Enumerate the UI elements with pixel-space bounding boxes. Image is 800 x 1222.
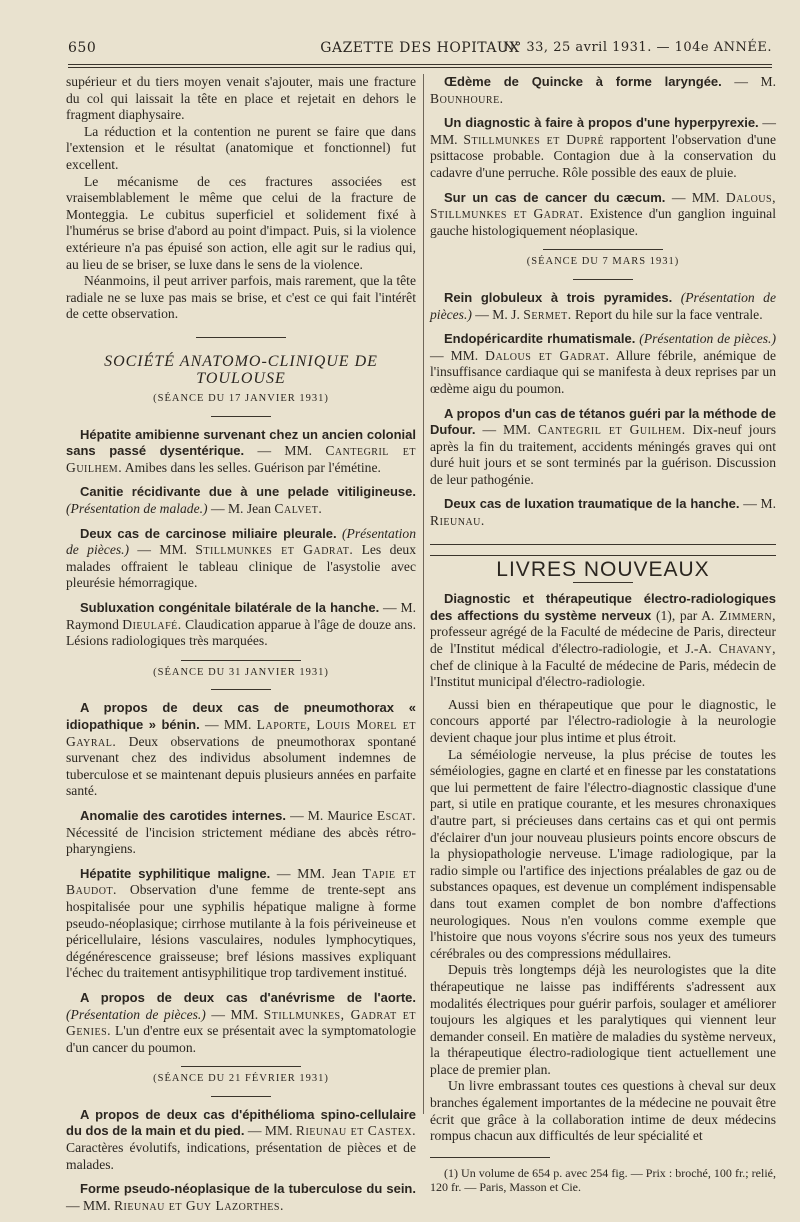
review-paragraph: La séméiologie nerveuse, la plus précise de toutes les séméiologies, gagne en clarté et en finesse par les constatations que lui permettent de faire l'électro-diagnostic classique d'une part, si utile en pratique courante, et les mesures chronaxiques d'autre part, si précieuses dans certains cas et qui ont permis d'éclairer d'un jour nouveau plusieurs points encore obscurs de la physiopathologie nerveuse. L'image radiologique, par la radio simple ou l'artifice des injections préalables de gaz ou de substances opaques, est devenue un complément indispensable dans tout examen complet de bon nombre d'affections neurologiques. Nous n'en voulons comme exemple que l'histoire que nous voyons s'écrire sous nos yeux des tumeurs cérébrales ou des compressions médullaires. xyxy=(430,746,776,961)
entry-authors: Cantegril et Guilhem. xyxy=(537,422,686,438)
review-paragraph: Depuis très longtemps déjà les neurologistes que la dite thérapeutique ne laisse pas indifférents s'adressent aux modalités électriques pour guérir parfois, soulager et améliorer toujours les algiques et les paralytiques qui viennent leur demander conseil. En matière de maladies du système nerveux, la thérapeutique électro-radiologique tient actuellement une place de premier plan. xyxy=(430,962,776,1077)
entry-authors: Dieulafé. xyxy=(122,616,182,632)
section-rule xyxy=(196,337,286,338)
entry-title: A propos d'un cas de tétanos guéri par la méthode de Dufour. xyxy=(430,405,776,438)
communication-entry: A propos de deux cas de pneumothorax « idiopathique » bénin. — MM. Laporte, Louis Morel et Gayral. Deux observations de pneumothorax spontané survenant chez des individus absolument indemnes de tuberculose et se maintenant depuis plusieurs années en parfaite santé. xyxy=(66,700,416,799)
communication-entry: Œdème de Quincke à forme laryngée. — M. Bounhoure. xyxy=(430,74,776,106)
entry-note: (Présentation de malade.) xyxy=(66,501,208,517)
entry-authors: Sermet. xyxy=(523,306,572,322)
entry-text: Allure fébrile, anémique de l'insuffisance cardiaque qui se manifesta à deux reprises par un œdème aigu du poumon. xyxy=(430,347,776,396)
communication-entry: A propos de deux cas d'épithélioma spino-cellulaire du dos de la main et du pied. — MM. Rieunau et Castex. Caractères évolutifs, indications, présentation de pièces et de malades. xyxy=(66,1106,416,1172)
header-rule-double xyxy=(68,67,772,68)
review-paragraph: Un livre embrassant toutes ces questions à cheval sur deux branches également importantes de la médecine ne pouvait être écrit que grâce à la collaboration intime de deux médecins rompus chacun aux difficultés de leur spécialité et xyxy=(430,1078,776,1144)
short-rule xyxy=(211,1096,271,1097)
journal-title: GAZETTE DES HOPITAUX xyxy=(320,40,520,56)
section-rule-double xyxy=(430,544,776,545)
communication-entry: Deux cas de carcinose miliaire pleurale. (Présentation de pièces.) — MM. Stillmunkes et Gadrat. Les deux malades offraient le tableau clinique de l'asystolie avec pleurésie hémorragique. xyxy=(66,525,416,591)
intro-paragraph: Néanmoins, il peut arriver parfois, mais rarement, que la tête radiale ne se luxe pas mais se brise, et c'est ce qui fait l'intérêt de cette observation. xyxy=(66,273,416,322)
communication-entry: Subluxation congénitale bilatérale de la hanche. — M. Raymond Dieulafé. Claudication apparue à l'âge de douze ans. Lésions radiologiques très marquées. xyxy=(66,600,416,649)
entry-title: Hépatite syphilitique maligne. xyxy=(80,865,271,881)
entry-title: Endopéricardite rhumatismale. xyxy=(444,331,636,347)
entry-text: Report du hile sur la face ventrale. xyxy=(571,306,763,322)
entry-title: Subluxation congénitale bilatérale de la hanche. xyxy=(80,600,380,616)
section-rule xyxy=(181,660,301,661)
book-author: Zimmern, xyxy=(719,607,776,623)
communication-entry: Deux cas de luxation traumatique de la hanche. — M. Rieunau. xyxy=(430,496,776,529)
entry-title: Deux cas de luxation traumatique de la hanche. xyxy=(444,496,740,512)
issue-info: N° 33, 25 avril 1931. — 104e ANNÉE. xyxy=(502,40,772,55)
entry-authors: Cantegril et Guilhem. xyxy=(66,443,416,475)
seance-date: (SÉANCE DU 7 MARS 1931) xyxy=(526,256,680,268)
communication-entry: Forme pseudo-néoplasique de la tuberculose du sein. — MM. Rieunau et Guy Lazorthes. xyxy=(66,1181,416,1213)
footnote: (1) Un volume de 654 p. avec 254 fig. — Prix : broché, 100 fr.; relié, 120 fr. — Paris, Masson et Cie. xyxy=(430,1165,776,1194)
entry-authors: Stillmunkes et Gadrat. xyxy=(195,542,354,558)
entry-authors: Tapie et Baudot. xyxy=(66,865,417,898)
column-divider xyxy=(423,74,424,1114)
short-rule xyxy=(573,582,633,583)
entry-title: Canitie récidivante due à une pelade vitiligineuse. xyxy=(80,484,416,500)
entry-title: Rein globuleux à trois pyramides. xyxy=(444,289,673,305)
entry-authors: Rieunau. xyxy=(430,513,485,529)
entry-authors: Dalous, Stillmunkes et Gadrat. xyxy=(430,189,776,222)
right-column xyxy=(430,74,776,1194)
intro-paragraph: La réduction et la contention ne purent se faire que dans l'extension et le résultat (anatomique et fonctionnel) fut excellent. xyxy=(66,123,416,172)
left-column xyxy=(66,74,416,1222)
entry-text: Les deux malades offraient le tableau clinique de l'asystolie avec pleurésie hémorragique. xyxy=(66,542,416,591)
entry-title: Deux cas de carcinose miliaire pleurale. xyxy=(80,525,337,541)
entry-authors: Rieunau et Guy Lazorthes. xyxy=(113,1197,284,1213)
section-rule-double xyxy=(430,555,776,556)
entry-title: Sur un cas de cancer du cæcum. xyxy=(444,189,666,205)
communication-entry: Hépatite syphilitique maligne. — MM. Jean Tapie et Baudot. Observation d'une femme de trente-sept ans hospitalisée pour une syphilis hépatique maligne à forme pseudo-néoplasique; cirrhose mutilante à la fois périveineuse et péricellulaire, lésions vasculaires, nodules lymphocytiques, dégénérescence graisseuse; bref lésions massives expliquant l'échec du traitement antisyphilitique trop tardivement institué. xyxy=(66,865,417,981)
page-number: 650 xyxy=(68,40,97,56)
society-title: SOCIÉTÉ ANATOMO-CLINIQUE DE TOULOUSE xyxy=(104,352,378,387)
book-title: Diagnostic et thérapeutique électro-radiologiques des affections du système nerveux xyxy=(430,591,776,623)
entry-text: Observation d'une femme de trente-sept ans hospitalisée pour une syphilis hépatique maligne à forme pseudo-néoplasique; cirrhose mutilante à la fois périveineuse et péricellulaire, lésions vasculaires, nodules lymphocytiques, dégénérescence graisseuse; bref lésions massives expliquant l'échec du traitement antisyphilitique trop tardivement institué. xyxy=(66,882,416,981)
communication-entry: Anomalie des carotides internes. — M. Maurice Escat. Nécessité de l'incision strictement médiane des abcès rétro-pharyngiens. xyxy=(66,807,416,857)
page-header xyxy=(68,40,772,62)
entry-authors: Calvet. xyxy=(274,501,323,517)
short-rule xyxy=(211,689,271,690)
seance-date: (SÉANCE DU 21 FÉVRIER 1931) xyxy=(153,1073,329,1085)
entry-title: Un diagnostic à faire à propos d'une hyperpyrexie. xyxy=(444,115,759,131)
header-rule xyxy=(68,64,772,65)
entry-note: (Présentation de pièces.) xyxy=(430,289,776,322)
entry-note: (Présentation de pièces.) xyxy=(639,331,776,347)
entry-text: L'un d'entre eux se présentait avec la symptomatologie d'un cancer du poumon. xyxy=(66,1023,416,1055)
footnote-rule xyxy=(430,1157,550,1158)
entry-authors: Rieunau et Castex. xyxy=(295,1123,416,1139)
entry-text: rapportent l'observation d'une psittacose probable. Contagion due à la conservation du cadavre d'une perruche. Rôle possible des eaux de pluie. xyxy=(430,131,776,180)
entry-text: Existence d'un ganglion inguinal gauche histologiquement néoplasique. xyxy=(430,206,776,238)
communication-entry: Hépatite amibienne survenant chez un ancien colonial sans passé dysentérique. — MM. Cantegril et Guilhem. Amibes dans les selles. Guérison par l'émétine. xyxy=(66,426,416,475)
communication-entry: A propos de deux cas d'anévrisme de l'aorte. (Présentation de pièces.) — MM. Stillmunkes, Gadrat et Genies. L'un d'entre eux se présentait avec la symptomatologie d'un cancer du poumon. xyxy=(66,989,416,1055)
entry-title: A propos de deux cas d'anévrisme de l'aorte. xyxy=(80,989,416,1005)
book-author: Chavany, xyxy=(718,641,776,657)
entry-text: Deux observations de pneumothorax spontané survenant chez des individus absolument indemnes de tuberculose et se maintenant depuis plusieurs années en parfaite santé. xyxy=(66,733,416,799)
intro-paragraph: Le mécanisme de ces fractures associées est vraisemblablement le même que celui de la fracture de Monteggia. Le cubitus superficiel et solidement fixé à l'humérus se brise d'abord au point d'impact. Puis, si la violence extérieure n'a pas épuisé son action, elle agit sur le radius qui, au lieu de se briser, se luxe dans le sens de la violence. xyxy=(66,173,416,272)
seance-date: (SÉANCE DU 17 JANVIER 1931) xyxy=(153,393,329,405)
entry-authors: Stillmunkes et Dupré xyxy=(463,131,605,147)
livres-nouveaux-title: LIVRES NOUVEAUX xyxy=(496,557,710,581)
communication-entry: A propos d'un cas de tétanos guéri par la méthode de Dufour. — MM. Cantegril et Guilhem. Dix-neuf jours après la fin du traitement, accidents méningés graves qui ont duré huit jours et se sont terminés par la guérison. Discussion de leur pathogénie. xyxy=(430,405,776,487)
section-rule xyxy=(543,249,663,250)
entry-text: Nécessité de l'incision strictement médiane des abcès rétro-pharyngiens. xyxy=(66,824,416,857)
short-rule xyxy=(211,416,271,417)
entry-authors: Dalous et Gadrat. xyxy=(485,347,610,363)
communication-entry: Sur un cas de cancer du cæcum. — MM. Dalous, Stillmunkes et Gadrat. Existence d'un ganglion inguinal gauche histologiquement néoplasique. xyxy=(430,189,776,238)
short-rule xyxy=(573,279,633,280)
entry-text: Claudication apparue à l'âge de douze ans. Lésions radiologiques très marquées. xyxy=(66,616,416,649)
entry-authors: Escat. xyxy=(376,807,416,823)
communication-entry: Rein globuleux à trois pyramides. (Présentation de pièces.) — M. J. Sermet. Report du hile sur la face ventrale. xyxy=(430,289,776,322)
entry-title: Anomalie des carotides internes. xyxy=(80,807,286,823)
entry-authors: Stillmunkes, Gadrat et Genies. xyxy=(66,1006,416,1039)
entry-authors: Bounhoure. xyxy=(430,90,504,106)
review-paragraph: Aussi bien en thérapeutique que pour le diagnostic, le concours apporté par l'électro-radiologie à la neurologie devient chaque jour plus intime et plus étroit. xyxy=(430,696,776,745)
entry-title: Œdème de Quincke à forme laryngée. xyxy=(444,74,722,89)
communication-entry: Un diagnostic à faire à propos d'une hyperpyrexie. — MM. Stillmunkes et Dupré rapportent l'observation d'une psittacose probable. Contagion due à la conservation du cadavre d'une perruche. Rôle possible des eaux de pluie. xyxy=(430,115,777,180)
entry-text: Dix-neuf jours après la fin du traitement, accidents méningés graves qui ont duré huit jours et se sont terminés par la guérison. Discussion de leur pathogénie. xyxy=(430,422,776,487)
entry-title: Hépatite amibienne survenant chez un ancien colonial sans passé dysentérique. xyxy=(66,426,416,459)
entry-note: (Présentation de pièces.) xyxy=(66,1006,206,1022)
section-rule xyxy=(181,1066,301,1067)
entry-title: Forme pseudo-néoplasique de la tuberculose du sein. xyxy=(80,1181,416,1197)
communication-entry: Endopéricardite rhumatismale. (Présentation de pièces.) — MM. Dalous et Gadrat. Allure fébrile, anémique de l'insuffisance cardiaque qui se manifesta à deux reprises par un œdème aigu du poumon. xyxy=(430,331,776,396)
entry-title: A propos de deux cas d'épithélioma spino-cellulaire du dos de la main et du pied. xyxy=(66,1106,416,1139)
entry-text: Caractères évolutifs, indications, présentation de pièces et de malades. xyxy=(66,1140,416,1172)
communication-entry: Canitie récidivante due à une pelade vitiligineuse. (Présentation de malade.) — M. Jean Calvet. xyxy=(66,484,416,517)
seance-date: (SÉANCE DU 31 JANVIER 1931) xyxy=(153,666,329,678)
entry-authors: Laporte, Louis Morel et Gayral. xyxy=(66,717,416,749)
entry-title: A propos de deux cas de pneumothorax « idiopathique » bénin. xyxy=(66,700,416,732)
book-entry: Diagnostic et thérapeutique électro-radiologiques des affections du système nerveux (1), par A. Zimmern, professeur agrégé de la Faculté de médecine de Paris, directeur de l'Institut médical d'électro-radiologie, et J.-A. Chavany, chef de clinique à la Faculté de médecine de Paris, médecin de l'Institut municipal d'électro-radiologie. xyxy=(430,591,776,690)
entry-note: (Présentation de pièces.) xyxy=(66,525,416,558)
intro-paragraph: supérieur et du tiers moyen venait s'ajouter, mais une fracture du col qui laissait la tête en place et rejetait en dehors le fragment diaphysaire. xyxy=(66,74,416,123)
entry-text: Amibes dans les selles. Guérison par l'émétine. xyxy=(122,459,381,475)
